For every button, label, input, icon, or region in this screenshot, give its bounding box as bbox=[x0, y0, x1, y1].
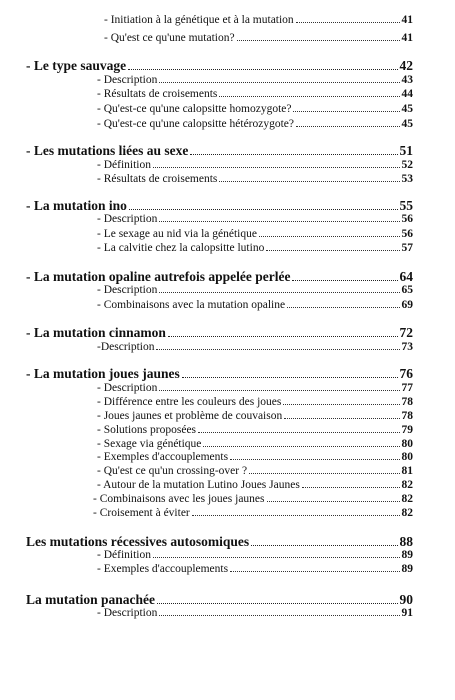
toc-page-number: 89 bbox=[401, 549, 413, 561]
toc-subentry bbox=[97, 382, 413, 394]
toc-section-heading bbox=[26, 58, 413, 74]
dot-leader bbox=[192, 514, 400, 516]
toc-subentry bbox=[104, 14, 413, 26]
toc-entry-label: - Autour de la mutation Lutino Joues Jaunes bbox=[97, 479, 300, 491]
toc-page-number: 42 bbox=[399, 58, 413, 73]
dot-leader bbox=[157, 602, 397, 604]
toc-page-number: 73 bbox=[401, 341, 413, 353]
toc-entry-label: - Sexage via génétique bbox=[97, 438, 202, 450]
toc-entry-label: - Description bbox=[97, 74, 158, 86]
dot-leader bbox=[292, 279, 397, 281]
toc-subentry bbox=[97, 173, 413, 185]
toc-section-heading bbox=[26, 592, 413, 608]
toc-page-number: 44 bbox=[401, 88, 413, 100]
toc-page-number: 51 bbox=[399, 143, 413, 158]
toc-page-number: 69 bbox=[401, 299, 413, 311]
dot-leader bbox=[296, 21, 400, 23]
dot-leader bbox=[237, 39, 400, 41]
toc-entry-label: - Description bbox=[97, 284, 158, 296]
toc-entry-label: - Qu'est-ce qu'une calopsitte homozygote? bbox=[97, 103, 292, 115]
dot-leader bbox=[293, 110, 399, 112]
dot-leader bbox=[267, 500, 400, 502]
toc-entry-label: - Différence entre les couleurs des joues bbox=[97, 396, 282, 408]
dot-leader bbox=[159, 389, 399, 391]
toc-section-heading bbox=[26, 198, 413, 214]
toc-subentry bbox=[97, 341, 413, 353]
dot-leader bbox=[283, 403, 399, 405]
toc-entry-label: -Description bbox=[97, 341, 155, 353]
toc-subentry bbox=[97, 74, 413, 86]
dot-leader bbox=[259, 235, 400, 237]
toc-page-number: 79 bbox=[401, 424, 413, 436]
dot-leader bbox=[302, 486, 400, 488]
toc-subentry bbox=[97, 213, 413, 225]
toc-subentry bbox=[97, 410, 413, 422]
toc-entry-label: - Définition bbox=[97, 549, 151, 561]
toc-subentry bbox=[97, 424, 413, 436]
toc-page-number: 56 bbox=[401, 213, 413, 225]
toc-page-number: 88 bbox=[399, 534, 413, 549]
toc-subentry bbox=[97, 465, 413, 477]
toc-page-number: 72 bbox=[399, 325, 413, 340]
toc-page-number: 78 bbox=[401, 410, 413, 422]
toc-page-number: 82 bbox=[401, 479, 413, 491]
toc-page-number: 56 bbox=[401, 228, 413, 240]
toc-subentry bbox=[97, 118, 413, 130]
toc-entry-label: - Solutions proposées bbox=[97, 424, 197, 436]
dot-leader bbox=[190, 153, 397, 155]
toc-page-number: 78 bbox=[401, 396, 413, 408]
toc-section-heading bbox=[26, 325, 413, 341]
toc-entry-label: - Les mutations liées au sexe bbox=[26, 143, 189, 158]
dot-leader bbox=[159, 81, 399, 83]
toc-entry-label: - Initiation à la génétique et à la mutation bbox=[104, 14, 294, 26]
toc-subentry bbox=[104, 32, 413, 44]
toc-entry-label: La mutation panachée bbox=[26, 592, 156, 607]
toc-page-number: 64 bbox=[399, 269, 413, 284]
dot-leader bbox=[159, 291, 399, 293]
dot-leader bbox=[129, 208, 398, 210]
toc-page-number: 57 bbox=[401, 242, 413, 254]
dot-leader bbox=[251, 544, 397, 546]
dot-leader bbox=[159, 220, 399, 222]
toc-entry-label: - Croisement à éviter bbox=[93, 507, 190, 519]
toc-page-number: 41 bbox=[401, 14, 413, 26]
toc-entry-label: - Exemples d'accouplements bbox=[97, 451, 229, 463]
dot-leader bbox=[287, 306, 399, 308]
toc-page-number: 41 bbox=[401, 32, 413, 44]
dot-leader bbox=[230, 458, 399, 460]
dot-leader bbox=[296, 125, 399, 127]
toc-page-number: 76 bbox=[399, 366, 413, 381]
toc-entry-label: - Exemples d'accouplements bbox=[97, 563, 229, 575]
dot-leader bbox=[156, 348, 399, 350]
dot-leader bbox=[230, 570, 399, 572]
dot-leader bbox=[198, 431, 399, 433]
toc-entry-label: - Qu'est ce qu'un crossing-over ? bbox=[97, 465, 248, 477]
toc-entry-label: - Résultats de croisements bbox=[97, 88, 218, 100]
toc-page-number: 80 bbox=[401, 438, 413, 450]
toc-page-number: 80 bbox=[401, 451, 413, 463]
toc-entry-label: - La calvitie chez la calopsitte lutino bbox=[97, 242, 265, 254]
toc-entry-label: - Combinaisons avec les joues jaunes bbox=[93, 493, 265, 505]
toc-entry-label: - Définition bbox=[97, 159, 151, 171]
toc-subentry bbox=[97, 228, 413, 240]
toc-page-number: 52 bbox=[401, 159, 413, 171]
dot-leader bbox=[266, 249, 399, 251]
toc-page-number: 81 bbox=[401, 465, 413, 477]
toc-page-number: 45 bbox=[401, 103, 413, 115]
toc-section-heading bbox=[26, 534, 413, 550]
dot-leader bbox=[153, 556, 400, 558]
toc-entry-label: - Combinaisons avec la mutation opaline bbox=[97, 299, 286, 311]
toc-entry-label: - Qu'est ce qu'une mutation? bbox=[104, 32, 235, 44]
toc-page-number: 53 bbox=[401, 173, 413, 185]
dot-leader bbox=[153, 166, 400, 168]
toc-subentry bbox=[97, 159, 413, 171]
toc-entry-label: - Description bbox=[97, 213, 158, 225]
toc-page-number: 82 bbox=[401, 507, 413, 519]
toc-entry-label: - La mutation cinnamon bbox=[26, 325, 166, 340]
toc-subentry bbox=[97, 549, 413, 561]
toc-page-number: 89 bbox=[401, 563, 413, 575]
toc-entry-label: - Qu'est-ce qu'une calopsitte hétérozygote? bbox=[97, 118, 295, 130]
toc-page-number: 65 bbox=[401, 284, 413, 296]
toc-subentry bbox=[97, 103, 413, 115]
toc-page-number: 55 bbox=[399, 198, 413, 213]
toc-entry-label: - Description bbox=[97, 607, 158, 619]
toc-entry-label: - Le sexage au nid via la génétique bbox=[97, 228, 257, 240]
dot-leader bbox=[284, 417, 399, 419]
toc-subentry bbox=[97, 242, 413, 254]
dot-leader bbox=[203, 445, 399, 447]
toc-section-heading bbox=[26, 269, 413, 285]
toc-entry-label: - La mutation joues jaunes bbox=[26, 366, 180, 381]
toc-entry-label: - Résultats de croisements bbox=[97, 173, 218, 185]
toc-entry-label: - La mutation ino bbox=[26, 198, 127, 213]
toc-page-number: 45 bbox=[401, 118, 413, 130]
toc-section-heading bbox=[26, 143, 413, 159]
toc-subentry bbox=[93, 507, 413, 519]
toc-entry-label: - La mutation opaline autrefois appelée perlée bbox=[26, 269, 291, 284]
toc-subentry bbox=[97, 563, 413, 575]
dot-leader bbox=[128, 68, 397, 70]
dot-leader bbox=[159, 614, 399, 616]
dot-leader bbox=[249, 472, 399, 474]
toc-page-number: 91 bbox=[401, 607, 413, 619]
toc-subentry bbox=[97, 607, 413, 619]
toc-page-number: 43 bbox=[401, 74, 413, 86]
toc-section-heading bbox=[26, 366, 413, 382]
toc-subentry bbox=[97, 451, 413, 463]
toc-subentry bbox=[97, 88, 413, 100]
toc-entry-label: Les mutations récessives autosomiques bbox=[26, 534, 250, 549]
toc-entry-label: - Description bbox=[97, 382, 158, 394]
toc-entry-label: - Joues jaunes et problème de couvaison bbox=[97, 410, 283, 422]
toc-subentry bbox=[97, 284, 413, 296]
toc-page-number: 82 bbox=[401, 493, 413, 505]
toc-page-number: 90 bbox=[399, 592, 413, 607]
toc-subentry bbox=[97, 479, 413, 491]
dot-leader bbox=[182, 376, 398, 378]
toc-subentry bbox=[93, 493, 413, 505]
dot-leader bbox=[219, 95, 399, 97]
toc-subentry bbox=[97, 438, 413, 450]
toc-page-number: 77 bbox=[401, 382, 413, 394]
toc-subentry bbox=[97, 396, 413, 408]
dot-leader bbox=[219, 180, 399, 182]
toc-entry-label: - Le type sauvage bbox=[26, 58, 127, 73]
dot-leader bbox=[168, 335, 398, 337]
toc-subentry bbox=[97, 299, 413, 311]
